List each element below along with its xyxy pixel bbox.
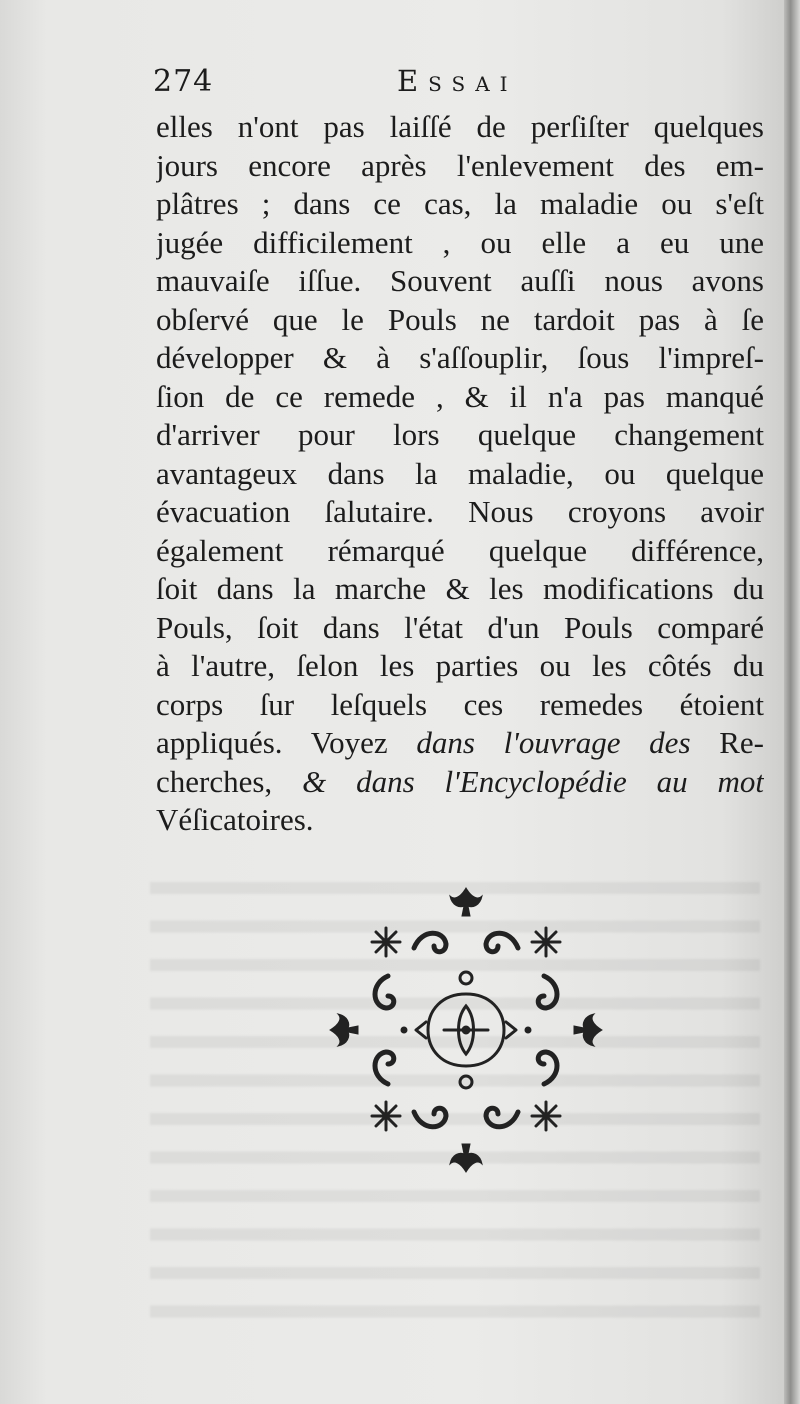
text-line-with-italic — [156, 724, 764, 763]
text-line: obſervé que le Pouls ne tardoit pas à ſe — [156, 301, 764, 337]
body-text — [156, 108, 764, 840]
text-line: corps ſur leſquels ces remedes étoient — [156, 686, 764, 722]
text-line: Véſicatoires. — [156, 802, 314, 837]
text-line: développer & à s'aſſouplir, ſous l'impreſ- — [156, 340, 764, 375]
text-line: jugée difficilement , ou elle a eu une — [156, 224, 764, 260]
text-line: Pouls, ſoit dans l'état d'un Pouls comparé — [156, 609, 764, 645]
text-line: avantageux dans la maladie, ou quelque — [156, 455, 764, 491]
italic-span: dans l'Encyclopédie au mot — [356, 763, 764, 799]
text-line: ſoit dans la marche & les modifications du — [156, 571, 764, 606]
italic-ampersand: & — [302, 763, 327, 799]
text-line: à l'autre, ſelon les parties ou les côtés du — [156, 648, 764, 683]
text-line: jours encore après l'enlevement des em- — [156, 147, 764, 183]
text-line: plâtres ; dans ce cas, la maladie ou s'eſt — [156, 186, 764, 221]
fleuron-ornament-icon — [326, 884, 606, 1176]
page-edge — [784, 0, 800, 1404]
running-title: Essai — [397, 64, 518, 98]
text-line: évacuation ſalutaire. Nous croyons avoir — [156, 494, 764, 529]
text-line: ſion de ce remede , & il n'a pas manqué — [156, 378, 764, 414]
text-line: d'arriver pour lors quelque changement — [156, 417, 764, 452]
text-line: mauvaiſe iſſue. Souvent auſſi nous avons — [156, 263, 764, 298]
text-span: Re- — [719, 725, 764, 760]
italic-span: dans l'ouvrage des — [416, 725, 691, 760]
text-line: elles n'ont pas laiſſé de perſiſter quelques — [156, 109, 764, 144]
page-number: 274 — [153, 64, 214, 99]
text-line: également rémarqué quelque différence, — [156, 532, 764, 568]
page-header — [153, 64, 763, 104]
text-span: appliqués. Voyez — [156, 725, 388, 760]
typographic-ornament — [326, 884, 606, 1176]
text-span: cherches, — [156, 763, 273, 799]
text-line-with-italic — [156, 763, 764, 802]
